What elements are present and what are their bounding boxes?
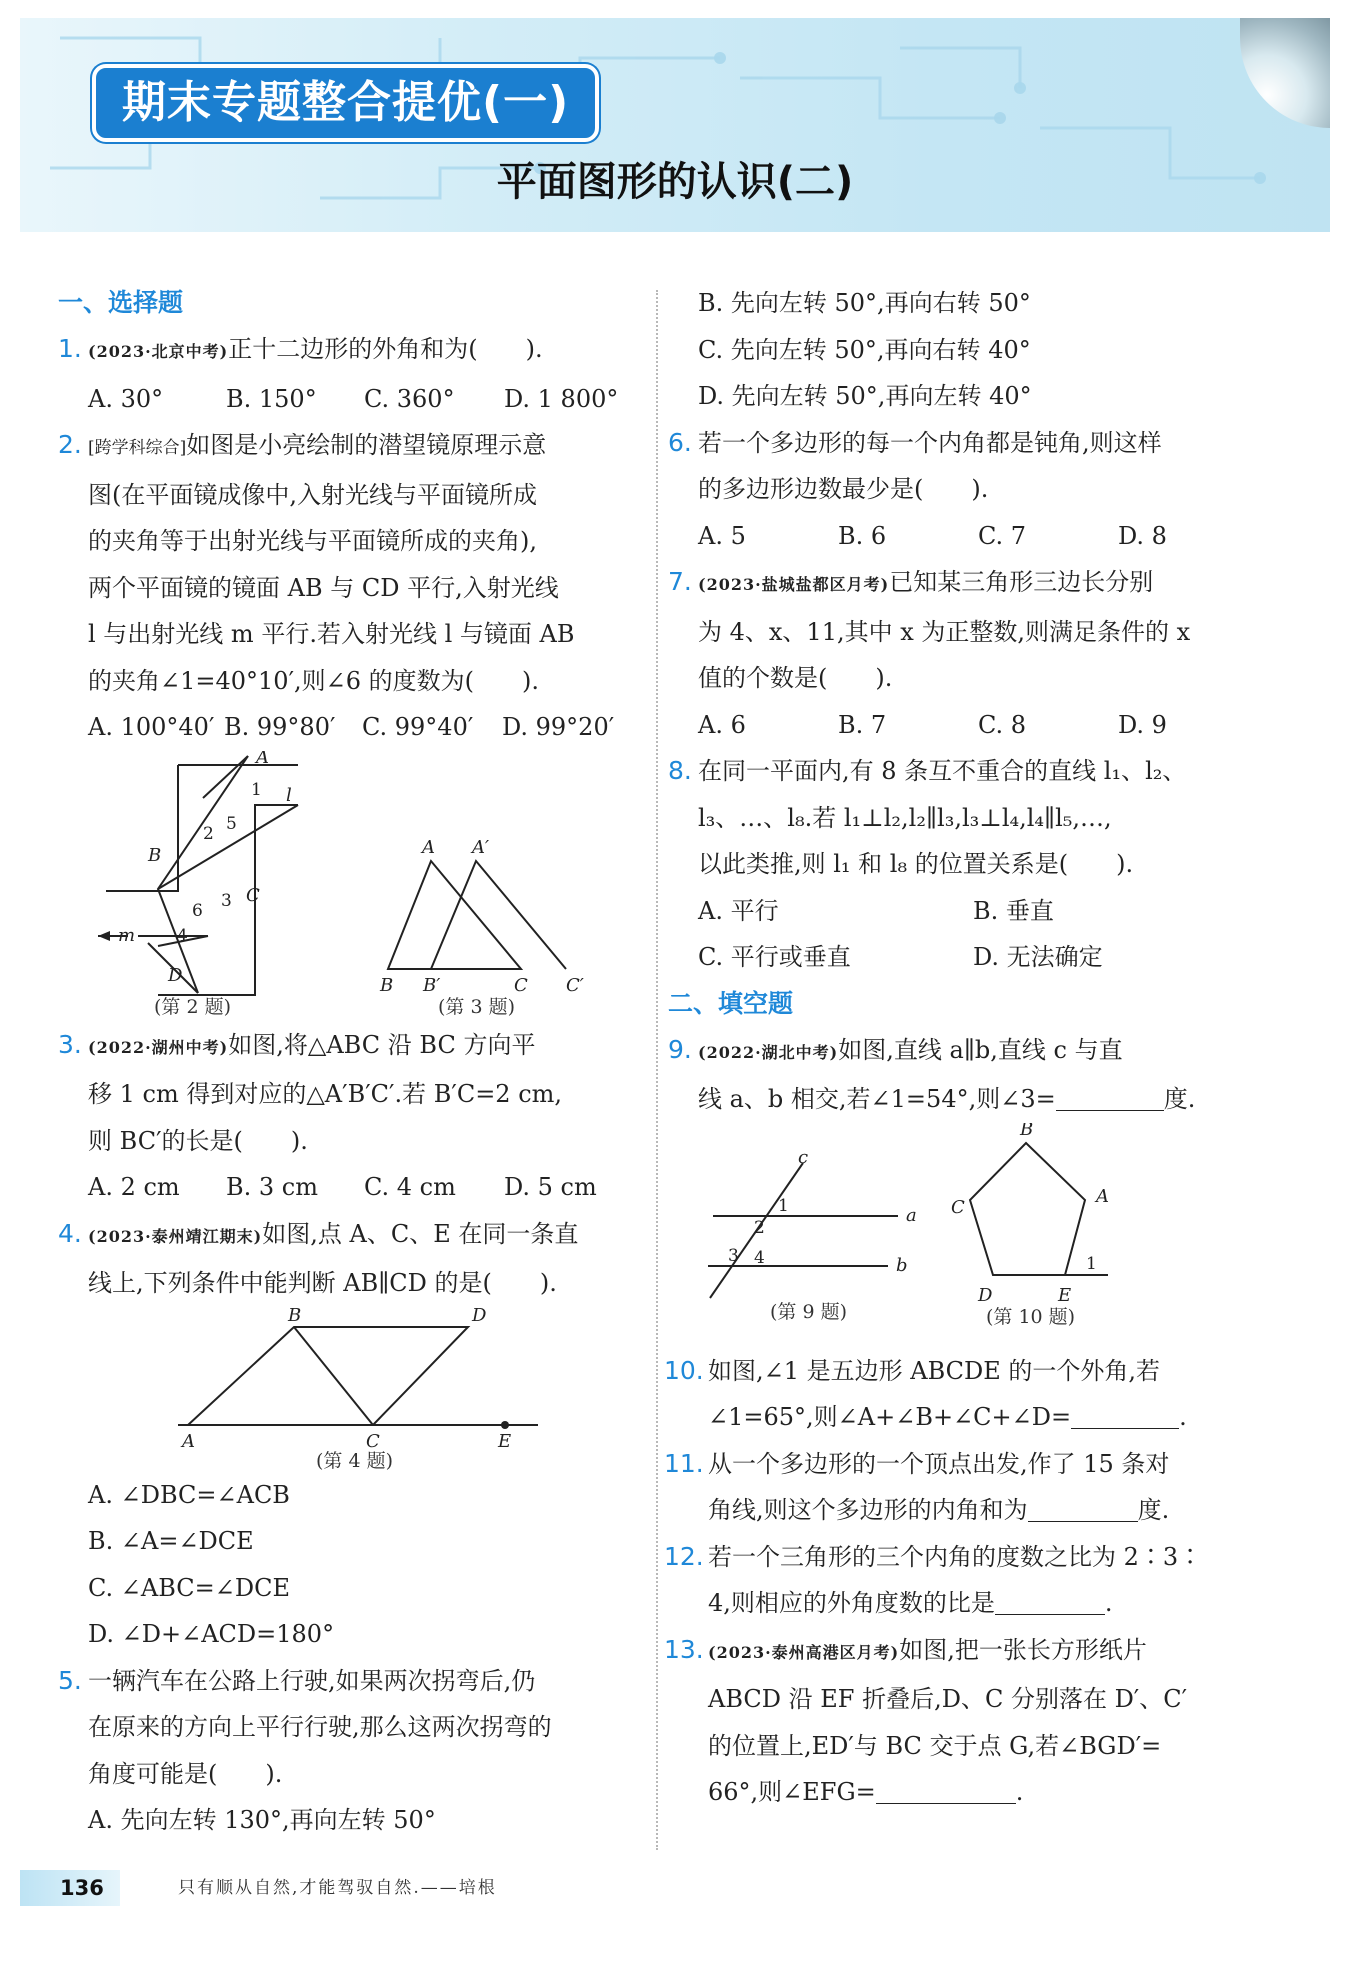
option-d: D. 先向左转 50°,再向左转 40° — [698, 382, 1032, 410]
fig2-label-A: A — [256, 750, 269, 768]
options-row — [668, 513, 1268, 560]
question-source: (2023·泰州高港区月考) — [708, 1642, 900, 1662]
fig2-label-l: l — [286, 784, 292, 806]
column-divider — [656, 290, 658, 1850]
fig2-label-C: C — [246, 884, 260, 906]
option-b: B. ∠A=∠DCE — [88, 1527, 254, 1555]
option-c: C. 8 — [978, 710, 1027, 739]
fig9-label-c: c — [798, 1146, 809, 1168]
answer-blank[interactable] — [876, 1773, 1016, 1804]
punctuation: . — [1179, 1403, 1187, 1431]
question-1 — [58, 326, 650, 376]
question-5 — [58, 1658, 650, 1798]
option-b: B. 150° — [226, 384, 317, 413]
fig3-label-B-prime: B′ — [423, 974, 441, 996]
options-row — [58, 1164, 650, 1211]
question-line: 的夹角∠1=40°10′,则∠6 的度数为( ). — [88, 666, 540, 695]
question-line: 若一个三角形的三个内角的度数之比为 2∶3∶ — [708, 1542, 1203, 1571]
question-10 — [664, 1348, 1268, 1441]
options-row — [58, 376, 650, 423]
question-number: 9. — [668, 1034, 692, 1064]
fig10-angle-1: 1 — [1086, 1253, 1097, 1274]
question-source: (2023·盐城盐都区月考) — [698, 575, 890, 594]
option-c: C. 先向左转 50°,再向右转 40° — [698, 335, 1031, 364]
question-3 — [58, 1022, 650, 1165]
figure-4-caption: (第 4 题) — [316, 1449, 393, 1472]
fig2-angle-5: 5 — [226, 813, 237, 834]
option-a: A. 2 cm — [88, 1173, 180, 1201]
option-d: D. 99°20′ — [502, 713, 615, 741]
question-line: 如图,点 A、C、E 在同一条直 — [262, 1219, 579, 1248]
option-b: B. 3 cm — [226, 1173, 318, 1201]
fig4-label-D: D — [472, 1306, 487, 1326]
fig3-label-C-prime: C′ — [566, 974, 584, 996]
question-line: 如图,∠1 是五边形 ABCDE 的一个外角,若 — [708, 1356, 1161, 1385]
question-line: 如图是小亮绘制的潜望镜原理示意 — [186, 431, 547, 459]
page-number: 136 — [20, 1870, 120, 1906]
option-c: C. 平行或垂直 — [698, 943, 851, 971]
question-source: (2022·湖北中考) — [698, 1042, 839, 1062]
question-line: 4,则相应的外角度数的比是 — [708, 1589, 995, 1617]
option-a: A. 先向左转 130°,再向左转 50° — [88, 1806, 436, 1834]
question-line: 的位置上,ED′与 BC 交于点 G,若∠BGD′= — [708, 1731, 1162, 1760]
fig10-label-A: A — [1096, 1185, 1109, 1207]
option-a: A. 6 — [698, 710, 746, 739]
figure-2-caption: (第 2 题) — [154, 995, 231, 1016]
fig2-angle-6: 6 — [192, 900, 203, 921]
fig9-label-b: b — [896, 1254, 908, 1276]
question-8 — [668, 748, 1268, 888]
question-number: 3. — [58, 1029, 82, 1059]
figure-10-caption: (第 10 题) — [986, 1305, 1076, 1328]
options-row — [668, 888, 1268, 935]
fig3-label-C: C — [514, 974, 528, 996]
figure-4-diagram — [58, 1307, 650, 1472]
fig4-label-A: A — [182, 1430, 195, 1452]
question-line: l₃、…、l₈.若 l₁⊥l₂,l₂∥l₃,l₃⊥l₄,l₄∥l₅,…, — [698, 803, 1112, 832]
question-source: (2023·北京中考) — [88, 342, 229, 361]
option-b: B. 99°80′ — [224, 713, 336, 741]
fig2-label-B: B — [148, 844, 162, 866]
fig10-label-E: E — [1058, 1284, 1072, 1306]
option-b: B. 垂直 — [973, 896, 1054, 925]
question-line: ABCD 沿 EF 折叠后,D、C 分别落在 D′、C′ — [708, 1685, 1188, 1713]
question-line: 值的个数是( ). — [698, 664, 893, 692]
question-line: 角度可能是( ). — [88, 1759, 283, 1788]
option-b: B. 7 — [838, 710, 887, 739]
option-c: C. 7 — [978, 521, 1027, 550]
figures-2-3 — [58, 751, 650, 1016]
figure-2-periscope — [58, 751, 650, 1016]
fig9-angle-2: 2 — [754, 1217, 765, 1238]
option-d: D. 5 cm — [504, 1173, 597, 1201]
figures-9-10 — [668, 1123, 1268, 1348]
fig9-label-a: a — [906, 1204, 917, 1226]
figure-3-caption: (第 3 题) — [438, 995, 515, 1016]
question-line: 若一个多边形的每一个内角都是钝角,则这样 — [698, 428, 1162, 457]
page-footer — [20, 1864, 1330, 1912]
figure-9-10-diagrams — [668, 1123, 1268, 1348]
options-row — [668, 934, 1268, 981]
question-7 — [668, 559, 1268, 702]
question-number: 4. — [58, 1218, 82, 1248]
question-number: 8. — [668, 756, 692, 785]
fig3-label-A-prime: A′ — [472, 836, 490, 858]
question-11 — [664, 1441, 1268, 1534]
options-row — [58, 704, 650, 751]
question-number: 10. — [664, 1355, 704, 1385]
section-fill-heading: 二、填空题 — [668, 988, 794, 1018]
punctuation: . — [1104, 1589, 1113, 1617]
question-line: 则 BC′的长是( ). — [88, 1126, 308, 1155]
question-line: ∠1=65°,则∠A+∠B+∠C+∠D= — [708, 1403, 1072, 1431]
fig10-label-C: C — [951, 1196, 965, 1218]
fig9-angle-1: 1 — [778, 1195, 789, 1216]
option-a: A. 30° — [88, 384, 164, 413]
answer-blank[interactable] — [995, 1584, 1105, 1615]
answer-blank[interactable] — [1056, 1080, 1164, 1111]
option-a: A. 5 — [698, 521, 746, 550]
fig4-label-E: E — [498, 1430, 512, 1452]
question-number: 7. — [668, 567, 692, 596]
fig2-angle-4: 4 — [177, 925, 188, 946]
fig2-angle-2: 2 — [203, 823, 214, 844]
fig4-label-C: C — [366, 1430, 380, 1452]
question-number: 2. — [58, 430, 82, 459]
option-b: B. 先向左转 50°,再向右转 50° — [698, 289, 1031, 317]
question-number: 6. — [668, 427, 692, 457]
question-line: 如图,将△ABC 沿 BC 方向平 — [228, 1030, 536, 1059]
fig2-label-m: m — [118, 924, 136, 946]
punctuation: . — [1015, 1778, 1024, 1806]
question-4 — [58, 1211, 650, 1307]
question-12 — [664, 1534, 1268, 1627]
answer-blank[interactable] — [1028, 1491, 1138, 1522]
right-column — [664, 280, 1268, 1816]
question-line: 一辆汽车在公路上行驶,如果两次拐弯后,仍 — [88, 1666, 536, 1695]
option-d: D. 无法确定 — [973, 943, 1103, 971]
question-6 — [668, 420, 1268, 513]
question-line: 如图,直线 a∥b,直线 c 与直 — [838, 1035, 1123, 1064]
left-column — [58, 280, 650, 1844]
question-line: 的夹角等于出射光线与平面镜所成的夹角), — [88, 527, 537, 555]
option-a: A. ∠DBC=∠ACB — [88, 1480, 290, 1509]
section-choice-heading: 一、选择题 — [58, 288, 184, 317]
question-line: 已知某三角形三边长分别 — [889, 568, 1154, 596]
option-a: A. 平行 — [698, 896, 779, 925]
fig10-label-D: D — [978, 1284, 993, 1306]
question-line: 角线,则这个多边形的内角和为 — [708, 1496, 1028, 1524]
fig9-angle-3: 3 — [728, 1245, 739, 1266]
fig2-angle-1: 1 — [251, 779, 262, 800]
fig2-label-D: D — [168, 964, 183, 986]
figure-4 — [58, 1307, 650, 1472]
question-number: 5. — [58, 1665, 82, 1695]
question-line: 如图,把一张长方形纸片 — [899, 1635, 1147, 1664]
option-a: A. 100°40′ — [88, 713, 215, 741]
question-13 — [664, 1627, 1268, 1816]
question-line: 图(在平面镜成像中,入射光线与平面镜所成 — [88, 480, 537, 509]
question-line: l 与出射光线 m 平行.若入射光线 l 与镜面 AB — [88, 620, 575, 648]
question-line: 从一个多边形的一个顶点出发,作了 15 条对 — [708, 1449, 1170, 1478]
banner-title: 期末专题整合提优(一) — [92, 64, 599, 142]
question-line: 为 4、x、11,其中 x 为正整数,则满足条件的 x — [698, 617, 1191, 646]
fig2-angle-3: 3 — [221, 890, 232, 911]
question-line: 66°,则∠EFG= — [708, 1778, 876, 1806]
question-line: 在同一平面内,有 8 条互不重合的直线 l₁、l₂、 — [698, 757, 1187, 785]
question-2 — [58, 422, 650, 704]
fig3-label-B: B — [380, 974, 394, 996]
question-number: 13. — [664, 1634, 704, 1664]
fig3-label-A: A — [422, 836, 435, 858]
page-title: 平面图形的认识(二) — [496, 159, 854, 205]
question-9 — [668, 1027, 1268, 1123]
option-c: C. 99°40′ — [362, 713, 474, 741]
option-d: D. 8 — [1118, 521, 1167, 550]
option-c: C. ∠ABC=∠DCE — [88, 1573, 290, 1602]
question-line: 移 1 cm 得到对应的△A′B′C′.若 B′C=2 cm, — [88, 1080, 563, 1108]
question-tag: [跨学科综合] — [88, 438, 187, 458]
option-d: D. ∠D+∠ACD=180° — [88, 1620, 335, 1648]
question-line: 线 a、b 相交,若∠1=54°,则∠3= — [698, 1085, 1056, 1113]
question-number: 12. — [664, 1541, 704, 1571]
answer-blank[interactable] — [1071, 1398, 1179, 1429]
question-line: 两个平面镜的镜面 AB 与 CD 平行,入射光线 — [88, 573, 559, 602]
fig10-label-B: B — [1020, 1122, 1034, 1140]
fig4-label-B: B — [288, 1306, 302, 1326]
option-c: C. 4 cm — [364, 1173, 456, 1201]
question-line: 的多边形边数最少是( ). — [698, 475, 989, 503]
question-number: 1. — [58, 334, 82, 363]
options-row — [668, 702, 1268, 749]
footer-motto: 只有顺从自然,才能驾驭自然.——培根 — [178, 1878, 497, 1898]
option-c: C. 360° — [364, 384, 455, 413]
question-line: 以此类推,则 l₁ 和 l₈ 的位置关系是( ). — [698, 850, 1134, 878]
figure-9-caption: (第 9 题) — [770, 1300, 847, 1323]
option-d: D. 9 — [1118, 710, 1167, 739]
answer-unit: 度. — [1137, 1496, 1170, 1524]
question-line: 在原来的方向上平行行驶,那么这两次拐弯的 — [88, 1713, 552, 1741]
answer-unit: 度. — [1163, 1085, 1196, 1113]
question-source: (2022·湖州中考) — [88, 1037, 229, 1057]
fig9-angle-4: 4 — [754, 1247, 765, 1268]
question-line: 线上,下列条件中能判断 AB∥CD 的是( ). — [88, 1269, 557, 1297]
question-source: (2023·泰州靖江期末) — [88, 1226, 263, 1246]
question-text: 正十二边形的外角和为( ). — [228, 335, 543, 363]
option-d: D. 1 800° — [504, 384, 619, 413]
option-b: B. 6 — [838, 521, 887, 550]
question-number: 11. — [664, 1448, 704, 1478]
